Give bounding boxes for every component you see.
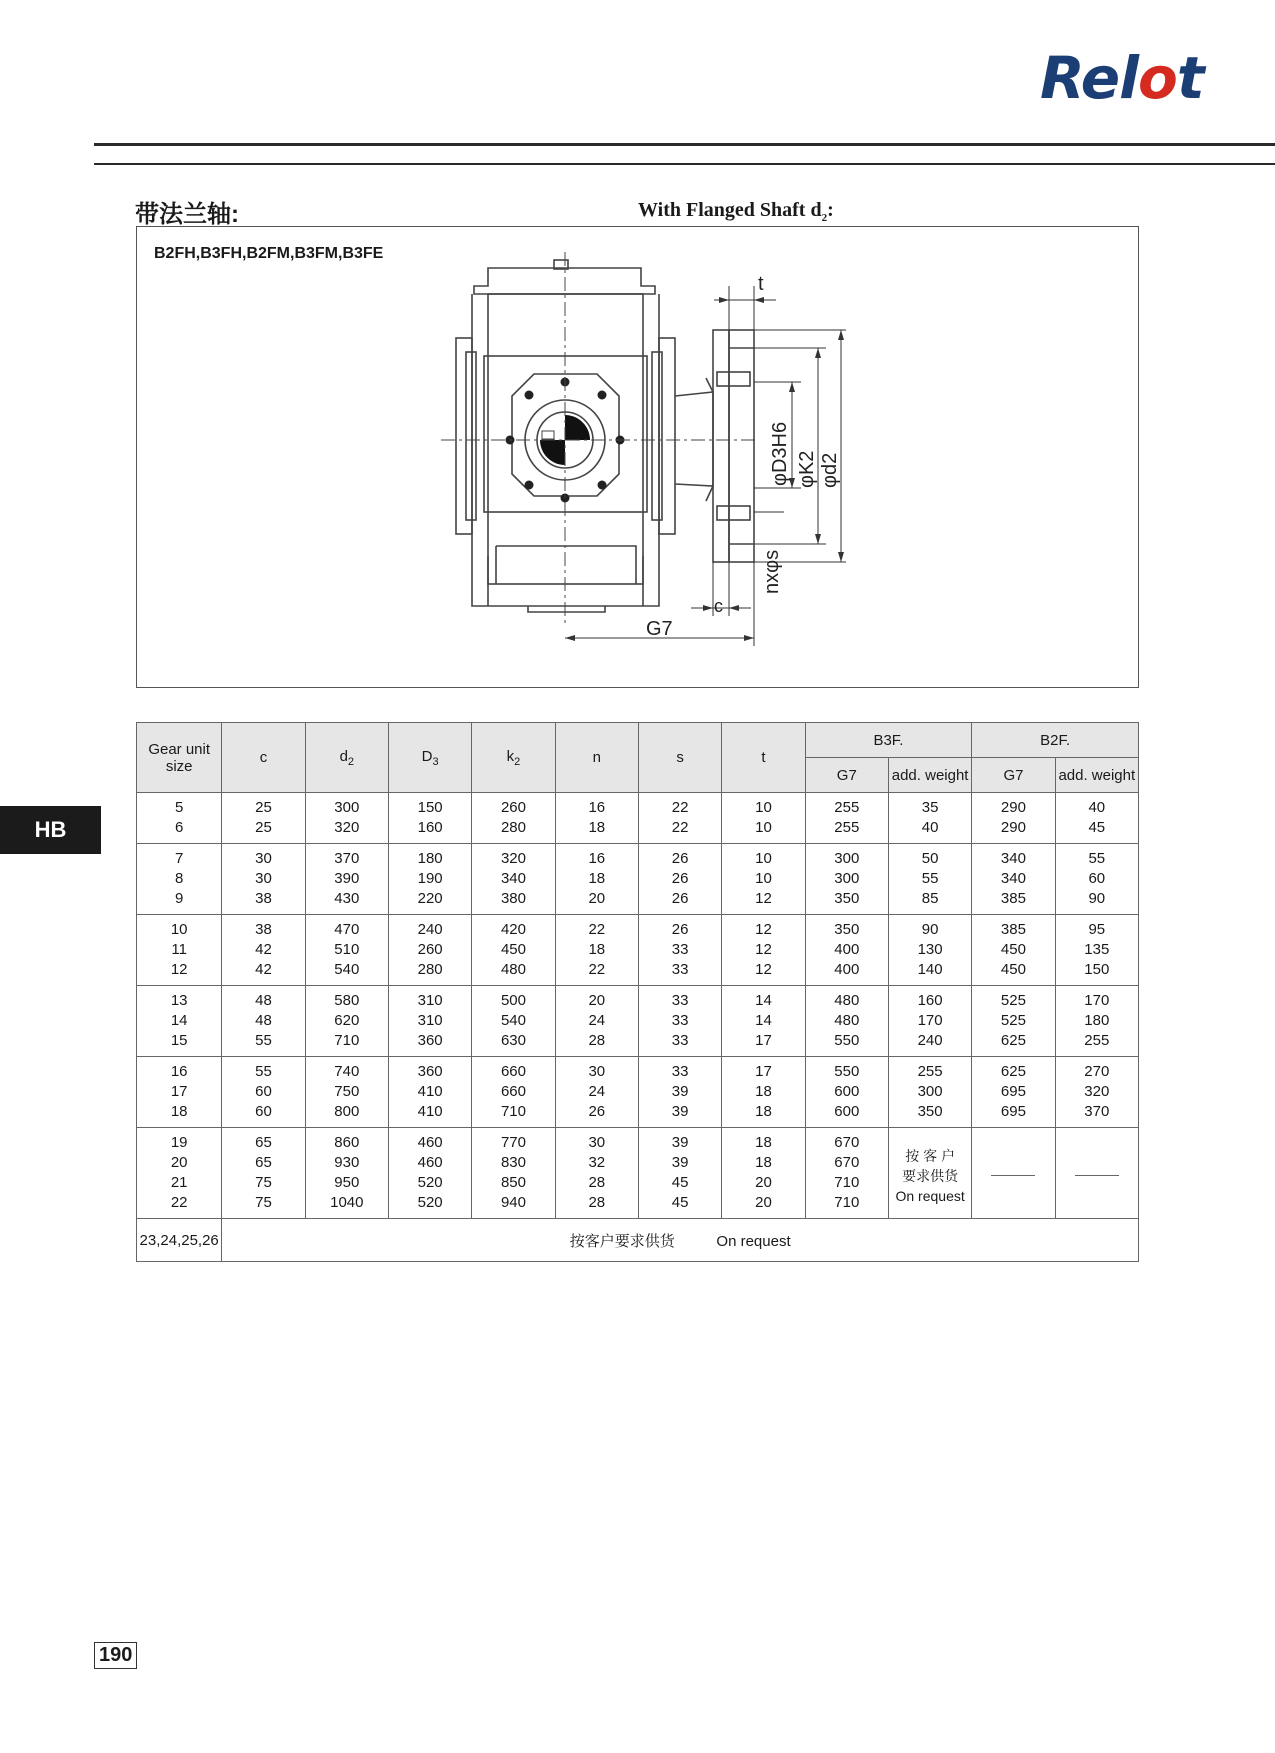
table-cell: 710: [805, 1193, 888, 1219]
dim-c: c: [714, 596, 723, 616]
table-cell: 160: [388, 818, 471, 844]
table-cell: 7: [137, 844, 222, 870]
header-rule-bottom: [94, 163, 1275, 165]
table-cell: 310: [388, 1011, 471, 1031]
col-s: s: [638, 723, 721, 793]
table-cell: 42: [222, 960, 305, 986]
table-cell: 260: [472, 793, 555, 819]
table-cell: 350: [888, 1102, 971, 1128]
table-cell: 180: [1055, 1011, 1138, 1031]
table-cell: 75: [222, 1193, 305, 1219]
table-cell: 625: [972, 1057, 1055, 1083]
section-title-en: With Flanged Shaft $d_2$:: [638, 199, 834, 224]
size-group: [137, 1057, 1139, 1128]
table-cell: 55: [222, 1031, 305, 1057]
col-n: n: [555, 723, 638, 793]
table-cell: 150: [388, 793, 471, 819]
table-cell: 540: [305, 960, 388, 986]
table-cell: 170: [888, 1011, 971, 1031]
header-rule-top: [94, 143, 1275, 146]
table-cell: 160: [888, 986, 971, 1012]
table-cell: 26: [638, 915, 721, 941]
table-cell: 32: [555, 1153, 638, 1173]
model-label: B2FH,B3FH,B2FM,B3FM,B3FE: [154, 245, 384, 262]
table-cell: 625: [972, 1031, 1055, 1057]
table-cell: 385: [972, 889, 1055, 915]
table-cell: 26: [638, 889, 721, 915]
table-row: [137, 940, 1139, 960]
table-row: [137, 915, 1139, 941]
table-cell: 10: [722, 869, 805, 889]
table-cell: 18: [555, 940, 638, 960]
table-cell: 360: [388, 1031, 471, 1057]
table-cell: 60: [222, 1102, 305, 1128]
col-c: c: [222, 723, 305, 793]
table-cell: 630: [472, 1031, 555, 1057]
table-row: [137, 1057, 1139, 1083]
table-cell: 670: [805, 1128, 888, 1154]
table-cell: 20: [555, 889, 638, 915]
col-b3f-g7: G7: [805, 758, 888, 793]
table-cell: 45: [638, 1173, 721, 1193]
col-group-b3f: B3F.: [805, 723, 972, 758]
table-cell: 18: [722, 1102, 805, 1128]
table-cell: 340: [472, 869, 555, 889]
table-cell: 45: [638, 1193, 721, 1219]
table-cell: 24: [555, 1011, 638, 1031]
footer-sizes: 23,24,25,26: [137, 1219, 222, 1262]
table-cell: 385: [972, 915, 1055, 941]
table-cell: 360: [388, 1057, 471, 1083]
table-cell: 30: [222, 869, 305, 889]
col-d2: $d_2$: [305, 723, 388, 793]
col-D3: $D_3$: [388, 723, 471, 793]
on-request-text: 要求供货: [902, 1167, 959, 1184]
table-cell: 90: [888, 915, 971, 941]
table-cell: 30: [555, 1057, 638, 1083]
table-row: [137, 818, 1139, 844]
table-cell: 10: [722, 818, 805, 844]
table-cell: 5: [137, 793, 222, 819]
size-group: [137, 1128, 1139, 1219]
not-available-dash: [1055, 1128, 1138, 1219]
footer-note: [222, 1219, 1139, 1262]
table-cell: 940: [472, 1193, 555, 1219]
table-cell: 600: [805, 1102, 888, 1128]
on-request-cell: [888, 1128, 971, 1219]
table-cell: 33: [638, 1031, 721, 1057]
table-row: [137, 960, 1139, 986]
table-cell: 600: [805, 1082, 888, 1102]
table-cell: 510: [305, 940, 388, 960]
table-cell: 850: [472, 1173, 555, 1193]
table-cell: 190: [388, 869, 471, 889]
table-cell: 42: [222, 940, 305, 960]
table-cell: 48: [222, 1011, 305, 1031]
table-cell: 12: [137, 960, 222, 986]
col-size: Gear unit size: [137, 723, 222, 793]
table-cell: 20: [722, 1173, 805, 1193]
table-cell: 17: [137, 1082, 222, 1102]
table-row: [137, 986, 1139, 1012]
table-cell: 17: [722, 1031, 805, 1057]
table-cell: 450: [972, 940, 1055, 960]
dim-k2: φK2: [796, 450, 818, 488]
table-cell: 450: [472, 940, 555, 960]
table-row: [137, 1102, 1139, 1128]
table-cell: 580: [305, 986, 388, 1012]
table-cell: 340: [972, 869, 1055, 889]
col-b2f-g7: G7: [972, 758, 1055, 793]
table-cell: 525: [972, 986, 1055, 1012]
dim-nxs: nxφs: [761, 549, 783, 594]
table-cell: 480: [472, 960, 555, 986]
table-cell: 90: [1055, 889, 1138, 915]
table-cell: 670: [805, 1153, 888, 1173]
table-row: [137, 1011, 1139, 1031]
table-cell: 1040: [305, 1193, 388, 1219]
table-cell: 400: [805, 940, 888, 960]
table-cell: 55: [222, 1057, 305, 1083]
on-request-text: 按 客 户: [905, 1147, 955, 1164]
table-cell: 130: [888, 940, 971, 960]
table-cell: 695: [972, 1102, 1055, 1128]
table-cell: 33: [638, 986, 721, 1012]
table-cell: 740: [305, 1057, 388, 1083]
table-cell: 65: [222, 1128, 305, 1154]
table-cell: 26: [638, 869, 721, 889]
table-cell: 220: [388, 889, 471, 915]
table-cell: 710: [305, 1031, 388, 1057]
table-cell: 21: [137, 1173, 222, 1193]
table-cell: 20: [722, 1193, 805, 1219]
table-cell: 33: [638, 1011, 721, 1031]
table-cell: 18: [555, 869, 638, 889]
table-cell: 22: [638, 818, 721, 844]
table-cell: 695: [972, 1082, 1055, 1102]
table-cell: 255: [805, 793, 888, 819]
table-cell: 28: [555, 1173, 638, 1193]
table-cell: 410: [388, 1102, 471, 1128]
size-group: [137, 793, 1139, 844]
table-cell: 770: [472, 1128, 555, 1154]
table-cell: 320: [305, 818, 388, 844]
table-cell: 18: [555, 818, 638, 844]
table-cell: 8: [137, 869, 222, 889]
table-row: [137, 793, 1139, 819]
table-row: [137, 1031, 1139, 1057]
table-cell: 55: [1055, 844, 1138, 870]
table-cell: 660: [472, 1057, 555, 1083]
table-cell: 300: [805, 869, 888, 889]
table-cell: 12: [722, 915, 805, 941]
table-cell: 18: [722, 1128, 805, 1154]
table-cell: 255: [805, 818, 888, 844]
table-cell: 15: [137, 1031, 222, 1057]
table-cell: 140: [888, 960, 971, 986]
table-cell: 28: [555, 1193, 638, 1219]
table-cell: 410: [388, 1082, 471, 1102]
table-cell: 12: [722, 960, 805, 986]
table-cell: 390: [305, 869, 388, 889]
gear-unit-drawing: [136, 226, 1139, 688]
col-b3f-weight: add. weight: [888, 758, 971, 793]
col-group-b2f: B2F.: [972, 723, 1139, 758]
table-cell: 40: [888, 818, 971, 844]
table-cell: 55: [888, 869, 971, 889]
table-cell: 25: [222, 818, 305, 844]
table-cell: 480: [805, 986, 888, 1012]
table-cell: 16: [555, 844, 638, 870]
table-row: [137, 844, 1139, 870]
table-cell: 420: [472, 915, 555, 941]
section-tab-hb: HB: [0, 806, 101, 854]
table-cell: 135: [1055, 940, 1138, 960]
table-cell: 150: [1055, 960, 1138, 986]
table-cell: 470: [305, 915, 388, 941]
table-cell: 38: [222, 915, 305, 941]
dim-t: t: [758, 273, 764, 295]
table-cell: 10: [722, 844, 805, 870]
table-cell: 300: [805, 844, 888, 870]
table-cell: 260: [388, 940, 471, 960]
table-cell: 240: [888, 1031, 971, 1057]
table-cell: 10: [722, 793, 805, 819]
table-cell: 17: [722, 1057, 805, 1083]
table-cell: 14: [722, 986, 805, 1012]
table-cell: 240: [388, 915, 471, 941]
table-cell: 290: [972, 793, 1055, 819]
table-cell: 38: [222, 889, 305, 915]
page-number: 190: [94, 1642, 137, 1669]
table-cell: 300: [888, 1082, 971, 1102]
table-cell: 24: [555, 1082, 638, 1102]
table-cell: 660: [472, 1082, 555, 1102]
table-cell: 22: [137, 1193, 222, 1219]
dim-g7: G7: [646, 618, 673, 640]
table-cell: 350: [805, 889, 888, 915]
table-cell: 280: [472, 818, 555, 844]
table-cell: 710: [805, 1173, 888, 1193]
table-cell: 400: [805, 960, 888, 986]
table-cell: 710: [472, 1102, 555, 1128]
table-cell: 255: [888, 1057, 971, 1083]
table-cell: 18: [137, 1102, 222, 1128]
table-cell: 95: [1055, 915, 1138, 941]
table-cell: 460: [388, 1153, 471, 1173]
footer-row: [137, 1219, 1139, 1262]
table-cell: 14: [722, 1011, 805, 1031]
table-cell: 830: [472, 1153, 555, 1173]
table-cell: 550: [805, 1057, 888, 1083]
table-cell: 750: [305, 1082, 388, 1102]
table-cell: 11: [137, 940, 222, 960]
table-cell: 30: [222, 844, 305, 870]
table-cell: 550: [805, 1031, 888, 1057]
col-k2: $k_2$: [472, 723, 555, 793]
table-cell: 20: [555, 986, 638, 1012]
on-request-text: On request: [895, 1187, 965, 1204]
table-cell: 26: [638, 844, 721, 870]
section-title-cn: 带法兰轴:: [135, 201, 239, 228]
brand-logo: Relot: [1040, 44, 1204, 112]
table-cell: 14: [137, 1011, 222, 1031]
table-cell: 930: [305, 1153, 388, 1173]
table-cell: 22: [555, 915, 638, 941]
size-group: [137, 915, 1139, 986]
table-cell: 320: [1055, 1082, 1138, 1102]
table-cell: 480: [805, 1011, 888, 1031]
table-cell: 370: [1055, 1102, 1138, 1128]
table-cell: 40: [1055, 793, 1138, 819]
col-b2f-weight: add. weight: [1055, 758, 1138, 793]
table-cell: 520: [388, 1173, 471, 1193]
table-cell: 33: [638, 1057, 721, 1083]
table-cell: 28: [555, 1031, 638, 1057]
table-cell: 500: [472, 986, 555, 1012]
table-cell: 60: [222, 1082, 305, 1102]
table-cell: 540: [472, 1011, 555, 1031]
table-cell: 9: [137, 889, 222, 915]
table-cell: 12: [722, 889, 805, 915]
table-cell: 520: [388, 1193, 471, 1219]
table-cell: 620: [305, 1011, 388, 1031]
table-cell: 22: [555, 960, 638, 986]
table-row: [137, 869, 1139, 889]
table-cell: 39: [638, 1082, 721, 1102]
table-cell: 25: [222, 793, 305, 819]
table-cell: 33: [638, 940, 721, 960]
not-available-dash: [972, 1128, 1055, 1219]
table-row: [137, 889, 1139, 915]
table-cell: 170: [1055, 986, 1138, 1012]
table-cell: 430: [305, 889, 388, 915]
table-cell: 20: [137, 1153, 222, 1173]
table-cell: 380: [472, 889, 555, 915]
table-cell: 800: [305, 1102, 388, 1128]
table-cell: 39: [638, 1128, 721, 1154]
table-cell: 860: [305, 1128, 388, 1154]
table-cell: 16: [137, 1057, 222, 1083]
table-cell: 13: [137, 986, 222, 1012]
size-group: [137, 844, 1139, 915]
table-cell: 310: [388, 986, 471, 1012]
table-cell: 320: [472, 844, 555, 870]
table-cell: 65: [222, 1153, 305, 1173]
table-cell: 30: [555, 1128, 638, 1154]
footer-note-cn: 按客户要求供货: [569, 1232, 675, 1250]
table-cell: 6: [137, 818, 222, 844]
table-cell: 290: [972, 818, 1055, 844]
size-group: [137, 986, 1139, 1057]
table-cell: 39: [638, 1153, 721, 1173]
table-cell: 60: [1055, 869, 1138, 889]
table-cell: 350: [805, 915, 888, 941]
table-cell: 18: [722, 1082, 805, 1102]
table-cell: 180: [388, 844, 471, 870]
table-cell: 18: [722, 1153, 805, 1173]
table-cell: 16: [555, 793, 638, 819]
table-cell: 33: [638, 960, 721, 986]
table-cell: 45: [1055, 818, 1138, 844]
table-cell: 75: [222, 1173, 305, 1193]
table-cell: 35: [888, 793, 971, 819]
table-row: [137, 1082, 1139, 1102]
table-cell: 255: [1055, 1031, 1138, 1057]
col-t: t: [722, 723, 805, 793]
table-cell: 26: [555, 1102, 638, 1128]
table-cell: 450: [972, 960, 1055, 986]
table-cell: 50: [888, 844, 971, 870]
table-cell: 460: [388, 1128, 471, 1154]
table-cell: 270: [1055, 1057, 1138, 1083]
table-cell: 19: [137, 1128, 222, 1154]
table-cell: 39: [638, 1102, 721, 1128]
table-cell: 22: [638, 793, 721, 819]
table-cell: 370: [305, 844, 388, 870]
table-cell: 950: [305, 1173, 388, 1193]
table-cell: 280: [388, 960, 471, 986]
dim-d2: φd2: [819, 452, 841, 488]
table-cell: 300: [305, 793, 388, 819]
footer-note-en: On request: [716, 1232, 791, 1250]
table-cell: 85: [888, 889, 971, 915]
dim-d3: φD3H6: [769, 421, 791, 486]
table-cell: 12: [722, 940, 805, 960]
table-cell: 525: [972, 1011, 1055, 1031]
table-cell: 10: [137, 915, 222, 941]
table-cell: 340: [972, 844, 1055, 870]
table-cell: 48: [222, 986, 305, 1012]
dimension-table: [136, 722, 1139, 1262]
table-row: [137, 1128, 1139, 1154]
